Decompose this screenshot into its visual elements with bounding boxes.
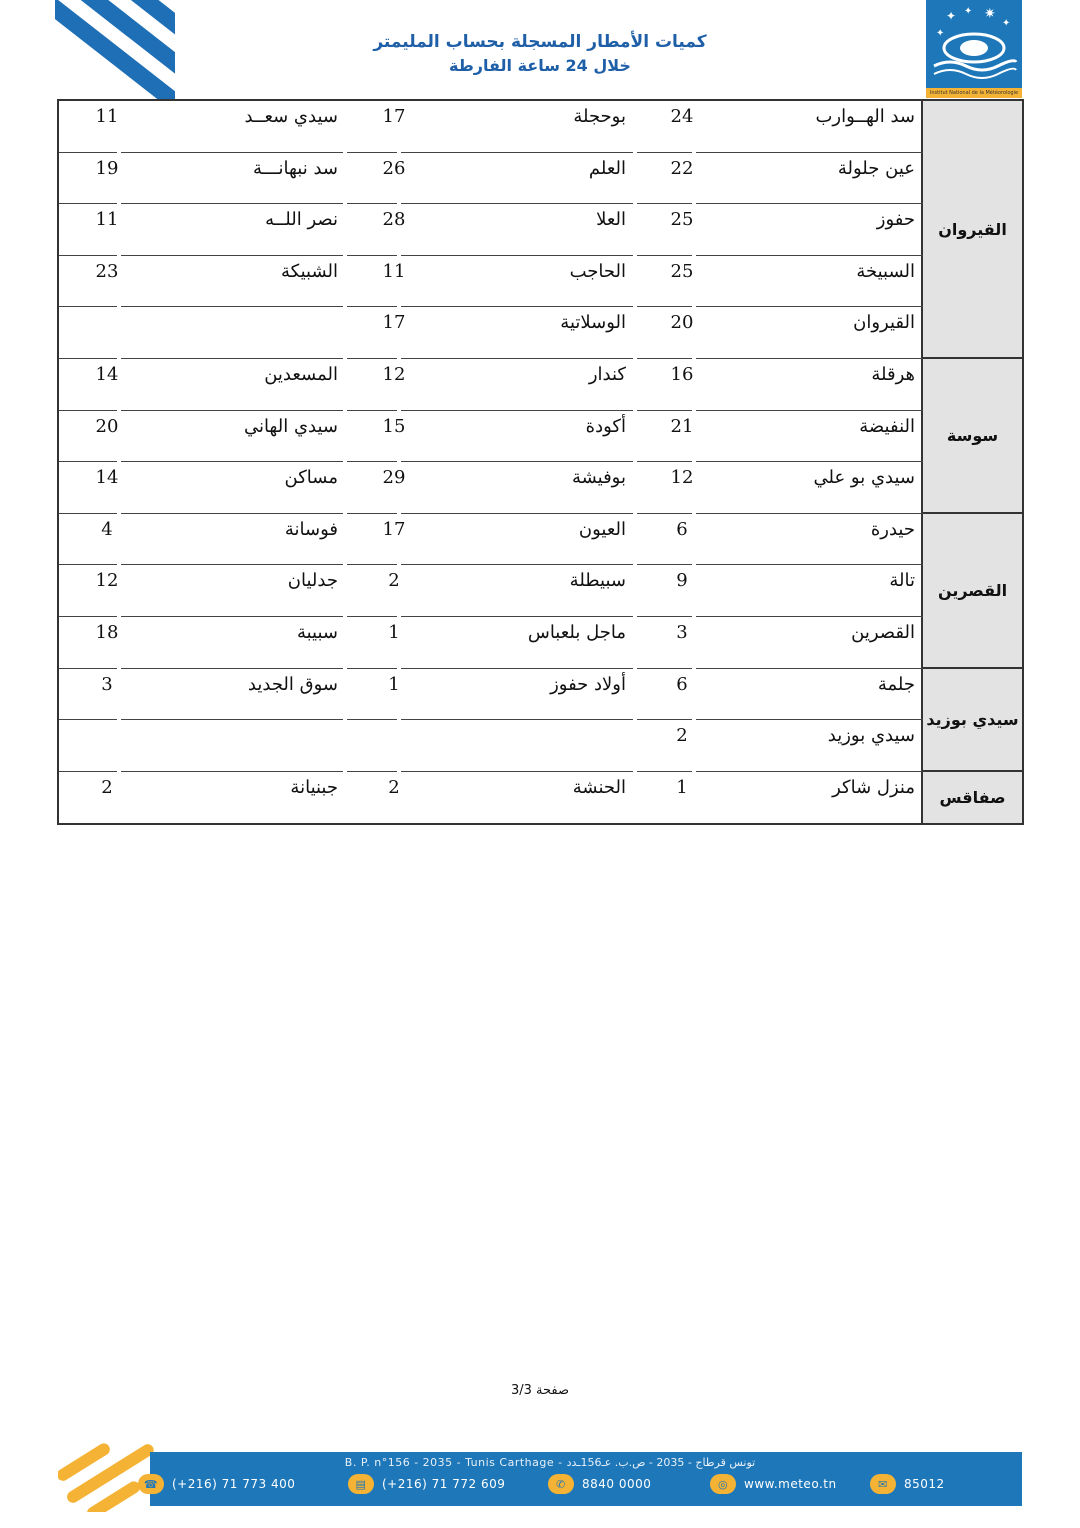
svg-text:✦: ✦ xyxy=(946,9,957,23)
logo-emblem-icon xyxy=(926,0,1022,88)
rainfall-value: 28 xyxy=(382,209,406,231)
web-icon: ◎ xyxy=(710,1474,736,1494)
table-row xyxy=(59,307,923,359)
contact-text: www.meteo.tn xyxy=(744,1477,837,1491)
station-name: الشبيكة xyxy=(281,260,338,282)
table-row xyxy=(59,617,923,669)
page-number: صفحة 3/3 xyxy=(510,1383,570,1398)
station-name: حيدرة xyxy=(870,518,915,540)
station-name: العلا xyxy=(596,209,626,231)
rainfall-value: 6 xyxy=(676,673,688,695)
rainfall-value: 3 xyxy=(676,622,688,643)
footer-contacts xyxy=(130,1474,1010,1498)
station-name: سوق الجديد xyxy=(247,673,338,695)
phone-icon: ☎ xyxy=(138,1474,164,1494)
station-name: حفوز xyxy=(876,209,915,231)
rainfall-value: 21 xyxy=(670,415,694,437)
station-name: جدليان xyxy=(287,570,338,592)
contact-text: (+216) 71 772 609 xyxy=(382,1477,506,1491)
station-name: نصر اللــه xyxy=(265,209,338,231)
rainfall-value: 26 xyxy=(382,157,406,179)
rainfall-value: 22 xyxy=(670,157,694,179)
station-name: جلمة xyxy=(877,673,915,695)
station-name: كندار xyxy=(588,364,626,385)
contact-item xyxy=(870,1474,945,1494)
region-column xyxy=(921,101,1022,823)
region-label: صفاقس xyxy=(939,788,1006,808)
station-name: تالة xyxy=(889,570,915,592)
rainfall-value: 23 xyxy=(95,260,119,282)
station-name: القيروان xyxy=(853,312,915,334)
rainfall-value: 12 xyxy=(95,570,119,592)
rainfall-value: 2 xyxy=(388,570,400,592)
rainfall-value: 2 xyxy=(676,725,688,747)
contact-text: 8840 0000 xyxy=(582,1477,652,1491)
rainfall-value: 20 xyxy=(95,415,119,437)
station-name: سيدي بوزيد xyxy=(827,725,915,747)
station-name: عين جلولة xyxy=(837,157,915,179)
station-name: العيون xyxy=(578,518,626,540)
rainfall-value: 19 xyxy=(95,157,119,179)
rainfall-value: 17 xyxy=(382,518,406,540)
footer-address: B. P. n°156 - 2035 - Tunis Carthage - تونس قرطاج - 2035 - ص.ب. عـ156ـدد xyxy=(344,1456,756,1469)
title-line-1: كميات الأمطار المسجلة بحساب المليمتر xyxy=(373,32,707,52)
svg-text:✦: ✦ xyxy=(936,28,945,39)
hotline-icon: ✆ xyxy=(548,1474,574,1494)
station-name: منزل شاكر xyxy=(832,776,915,798)
table-row xyxy=(59,204,923,256)
rainfall-value: 1 xyxy=(388,622,400,643)
rainfall-value: 12 xyxy=(670,467,694,489)
rainfall-value: 1 xyxy=(676,776,688,798)
table-row xyxy=(59,720,923,772)
svg-text:✦: ✦ xyxy=(964,6,973,17)
station-name: العلم xyxy=(588,157,626,179)
rainfall-value: 3 xyxy=(101,673,113,695)
station-name: سد نبهانـــة xyxy=(253,157,338,179)
rainfall-value: 9 xyxy=(676,570,688,592)
rainfall-value: 24 xyxy=(670,106,694,127)
svg-text:✷: ✷ xyxy=(984,6,996,22)
station-name: فوسانة xyxy=(284,518,338,540)
station-name: سيدي بو علي xyxy=(813,467,915,489)
station-name: القصرين xyxy=(851,622,915,643)
station-name: السبيخة xyxy=(856,260,915,282)
rainfall-value: 11 xyxy=(95,209,119,231)
station-name: النفيضة xyxy=(859,415,915,437)
logo-caption: Institut National de la Météorologie xyxy=(929,90,1019,96)
station-name: سيدي سعــد xyxy=(244,106,338,127)
title-line-2: خلال 24 ساعة الفارطة xyxy=(449,56,631,75)
station-name: هرقلة xyxy=(871,364,915,385)
svg-text:✦: ✦ xyxy=(1002,18,1011,29)
rainfall-value: 17 xyxy=(382,106,406,127)
table-row xyxy=(59,462,923,514)
contact-item xyxy=(348,1474,505,1494)
rainfall-value: 12 xyxy=(382,364,406,385)
station-name: الحاجب xyxy=(569,260,626,282)
rainfall-value: 1 xyxy=(388,673,400,695)
institute-logo xyxy=(926,0,1022,98)
rainfall-value: 4 xyxy=(101,518,113,540)
rainfall-value: 14 xyxy=(95,364,119,385)
station-name: سد الهــوارب xyxy=(815,106,915,127)
station-name: بوفيشة xyxy=(571,467,626,489)
rainfall-value: 20 xyxy=(670,312,694,334)
rainfall-value: 29 xyxy=(382,467,406,489)
station-name: أولاد حفوز xyxy=(550,673,626,695)
region-label: سيدي بوزيد xyxy=(923,669,1022,772)
table-row xyxy=(59,101,923,153)
rainfall-value: 2 xyxy=(101,776,113,798)
rainfall-value: 25 xyxy=(670,209,694,231)
station-name: الوسلاتية xyxy=(560,312,626,334)
contact-item xyxy=(138,1474,295,1494)
table-row xyxy=(59,411,923,463)
region-label: القيروان xyxy=(923,101,1022,359)
rainfall-value: 2 xyxy=(388,776,400,798)
station-name: سبيطلة xyxy=(569,570,626,592)
station-name: ماجل بلعباس xyxy=(527,622,626,643)
region-label: القصرين xyxy=(923,514,1022,669)
rainfall-value: 17 xyxy=(382,312,406,334)
rainfall-table xyxy=(57,99,1024,825)
rainfall-value: 18 xyxy=(95,622,119,643)
station-name: أكودة xyxy=(585,415,626,437)
rainfall-value: 15 xyxy=(382,415,406,437)
rainfall-value: 16 xyxy=(670,364,694,385)
station-name: سبيبة xyxy=(296,622,338,643)
contact-item xyxy=(548,1474,651,1494)
header-stripes-decoration xyxy=(55,0,175,100)
rainfall-value: 11 xyxy=(382,260,406,282)
table-row xyxy=(59,669,923,721)
rainfall-value: 14 xyxy=(95,467,119,489)
sms-icon: ✉ xyxy=(870,1474,896,1494)
table-row xyxy=(59,514,923,566)
table-row xyxy=(59,772,923,824)
contact-item xyxy=(710,1474,837,1494)
station-name: بوحجلة xyxy=(573,106,626,127)
table-row xyxy=(59,256,923,308)
station-name: سيدي الهاني xyxy=(243,415,338,437)
document-title xyxy=(300,30,780,78)
contact-text: 85012 xyxy=(904,1477,945,1491)
fax-icon: ▤ xyxy=(348,1474,374,1494)
table-row xyxy=(59,153,923,205)
rainfall-value: 6 xyxy=(676,518,688,540)
table-row xyxy=(59,359,923,411)
contact-text: (+216) 71 773 400 xyxy=(172,1477,296,1491)
table-row xyxy=(59,565,923,617)
station-name: جبنيانة xyxy=(290,776,338,798)
station-name: مساكن xyxy=(284,467,338,489)
rainfall-value: 11 xyxy=(95,106,119,127)
region-label: سوسة xyxy=(923,359,1022,514)
station-name: الحنشة xyxy=(572,776,626,798)
rainfall-value: 25 xyxy=(670,260,694,282)
station-name: المسعدين xyxy=(264,364,338,385)
